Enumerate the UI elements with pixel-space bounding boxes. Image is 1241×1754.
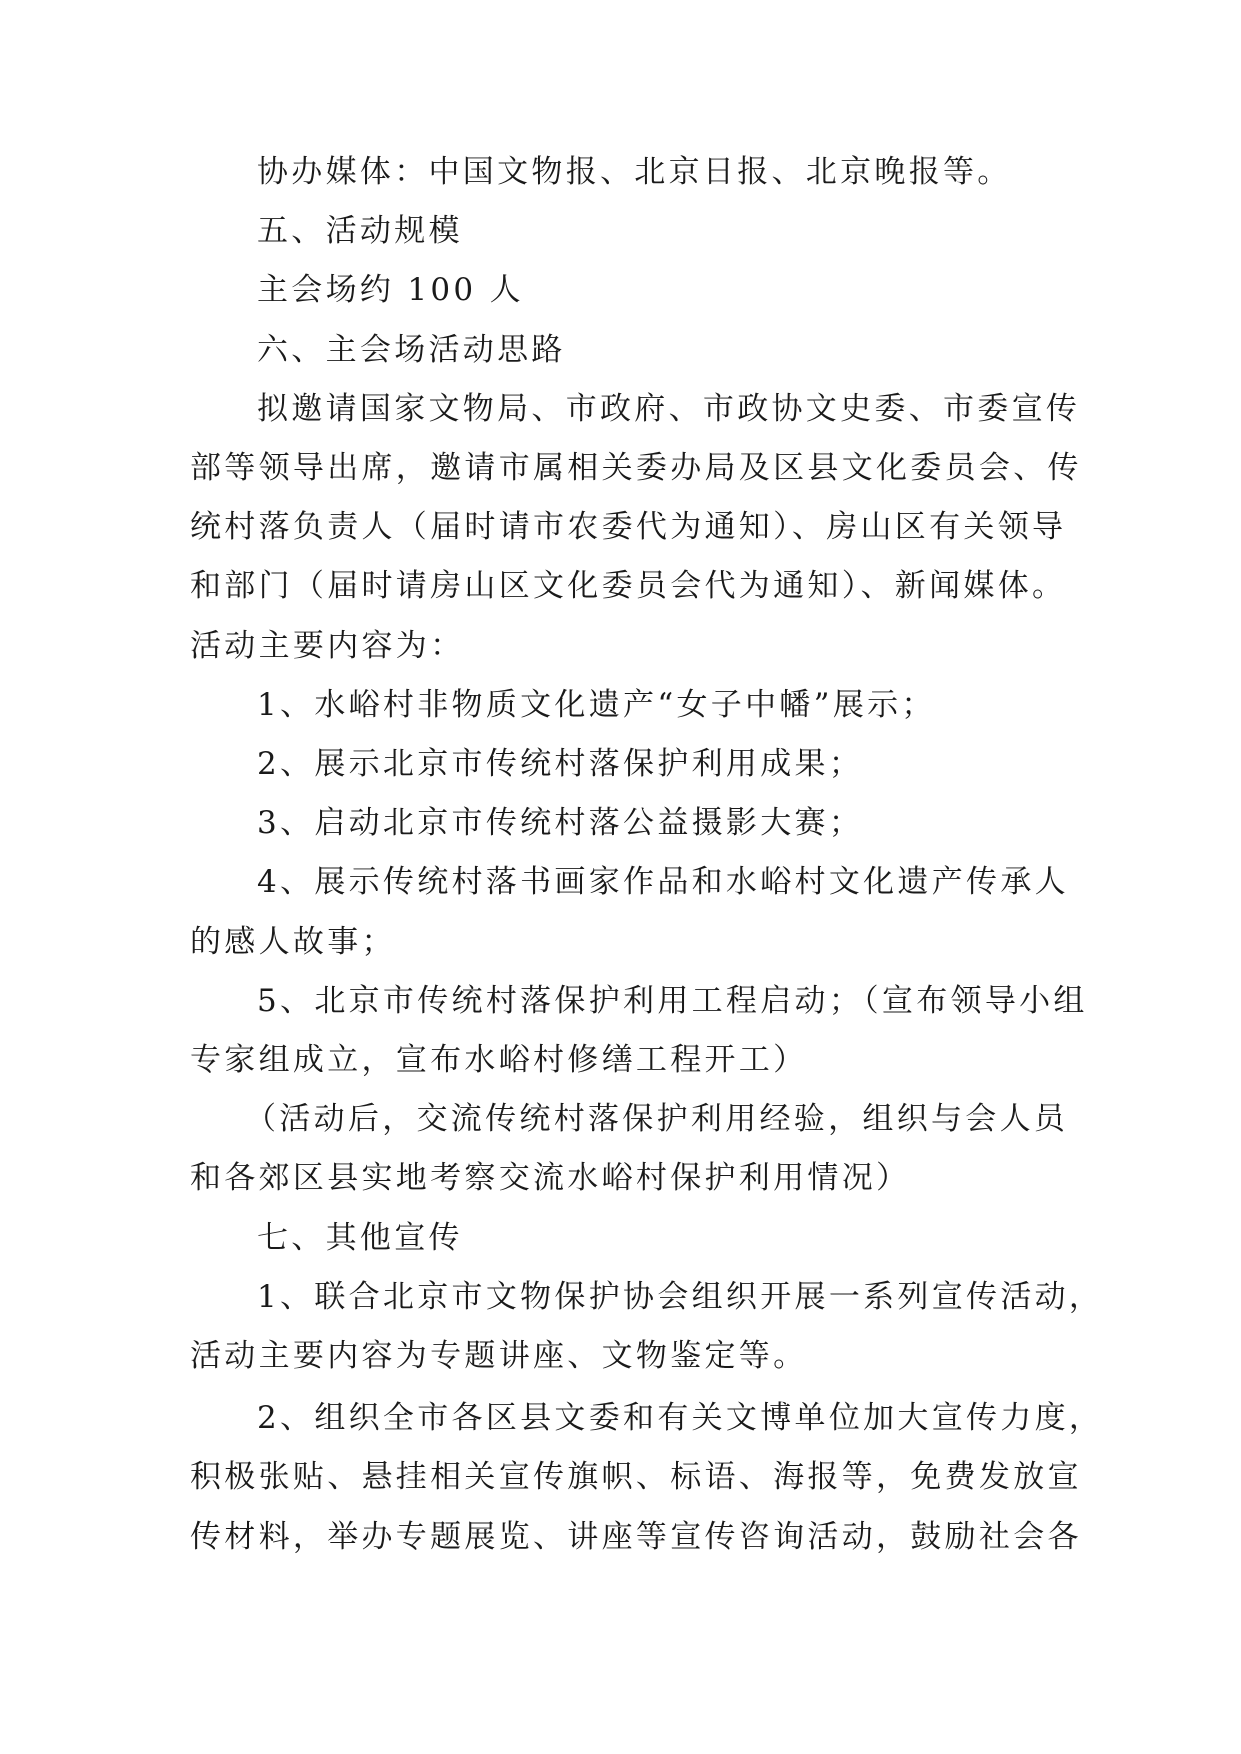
paragraph-line: 和各郊区县实地考察交流水峪村保护利用情况） (190, 1160, 911, 1196)
list-item-line: 4、展示传统村落书画家作品和水峪村文化遗产传承人 (257, 864, 1069, 900)
paragraph-line: 主会场约 100 人 (257, 272, 524, 308)
section-heading: 六、主会场活动思路 (257, 332, 566, 368)
list-item-line: 活动主要内容为专题讲座、文物鉴定等。 (190, 1338, 808, 1374)
list-item-line: 3、启动北京市传统村落公益摄影大赛； (257, 805, 864, 841)
paragraph-line: 协办媒体：中国文物报、北京日报、北京晚报等。 (257, 154, 1012, 190)
list-item-line: 传材料，举办专题展览、讲座等宣传咨询活动，鼓励社会各 (190, 1519, 1082, 1555)
paragraph-line: （活动后，交流传统村落保护利用经验，组织与会人员 (245, 1101, 1069, 1137)
list-item-line: 专家组成立，宣布水峪村修缮工程开工） (190, 1042, 808, 1078)
section-heading: 五、活动规模 (257, 213, 463, 249)
list-item-line: 2、展示北京市传统村落保护利用成果； (257, 746, 864, 782)
paragraph-line: 部等领导出席，邀请市属相关委办局及区县文化委员会、传 (190, 450, 1082, 486)
list-item-line: 5、北京市传统村落保护利用工程启动；（宣布领导小组 (257, 983, 1088, 1019)
list-item-line: 1、联合北京市文物保护协会组织开展一系列宣传活动， (257, 1279, 1104, 1315)
section-heading: 七、其他宣传 (257, 1220, 463, 1256)
paragraph-line: 统村落负责人（届时请市农委代为通知）、房山区有关领导 (190, 509, 1067, 545)
paragraph-line: 和部门（届时请房山区文化委员会代为通知）、新闻媒体。 (190, 568, 1067, 604)
list-item-line: 2、组织全市各区县文委和有关文博单位加大宣传力度， (257, 1400, 1104, 1436)
paragraph-line: 拟邀请国家文物局、市政府、市政协文史委、市委宣传 (257, 391, 1081, 427)
paragraph-line: 活动主要内容为： (190, 628, 465, 664)
list-item-line: 积极张贴、悬挂相关宣传旗帜、标语、海报等，免费发放宣 (190, 1459, 1082, 1495)
list-item-line: 1、水峪村非物质文化遗产“女子中幡”展示； (257, 687, 936, 723)
list-item-line: 的感人故事； (190, 924, 396, 960)
